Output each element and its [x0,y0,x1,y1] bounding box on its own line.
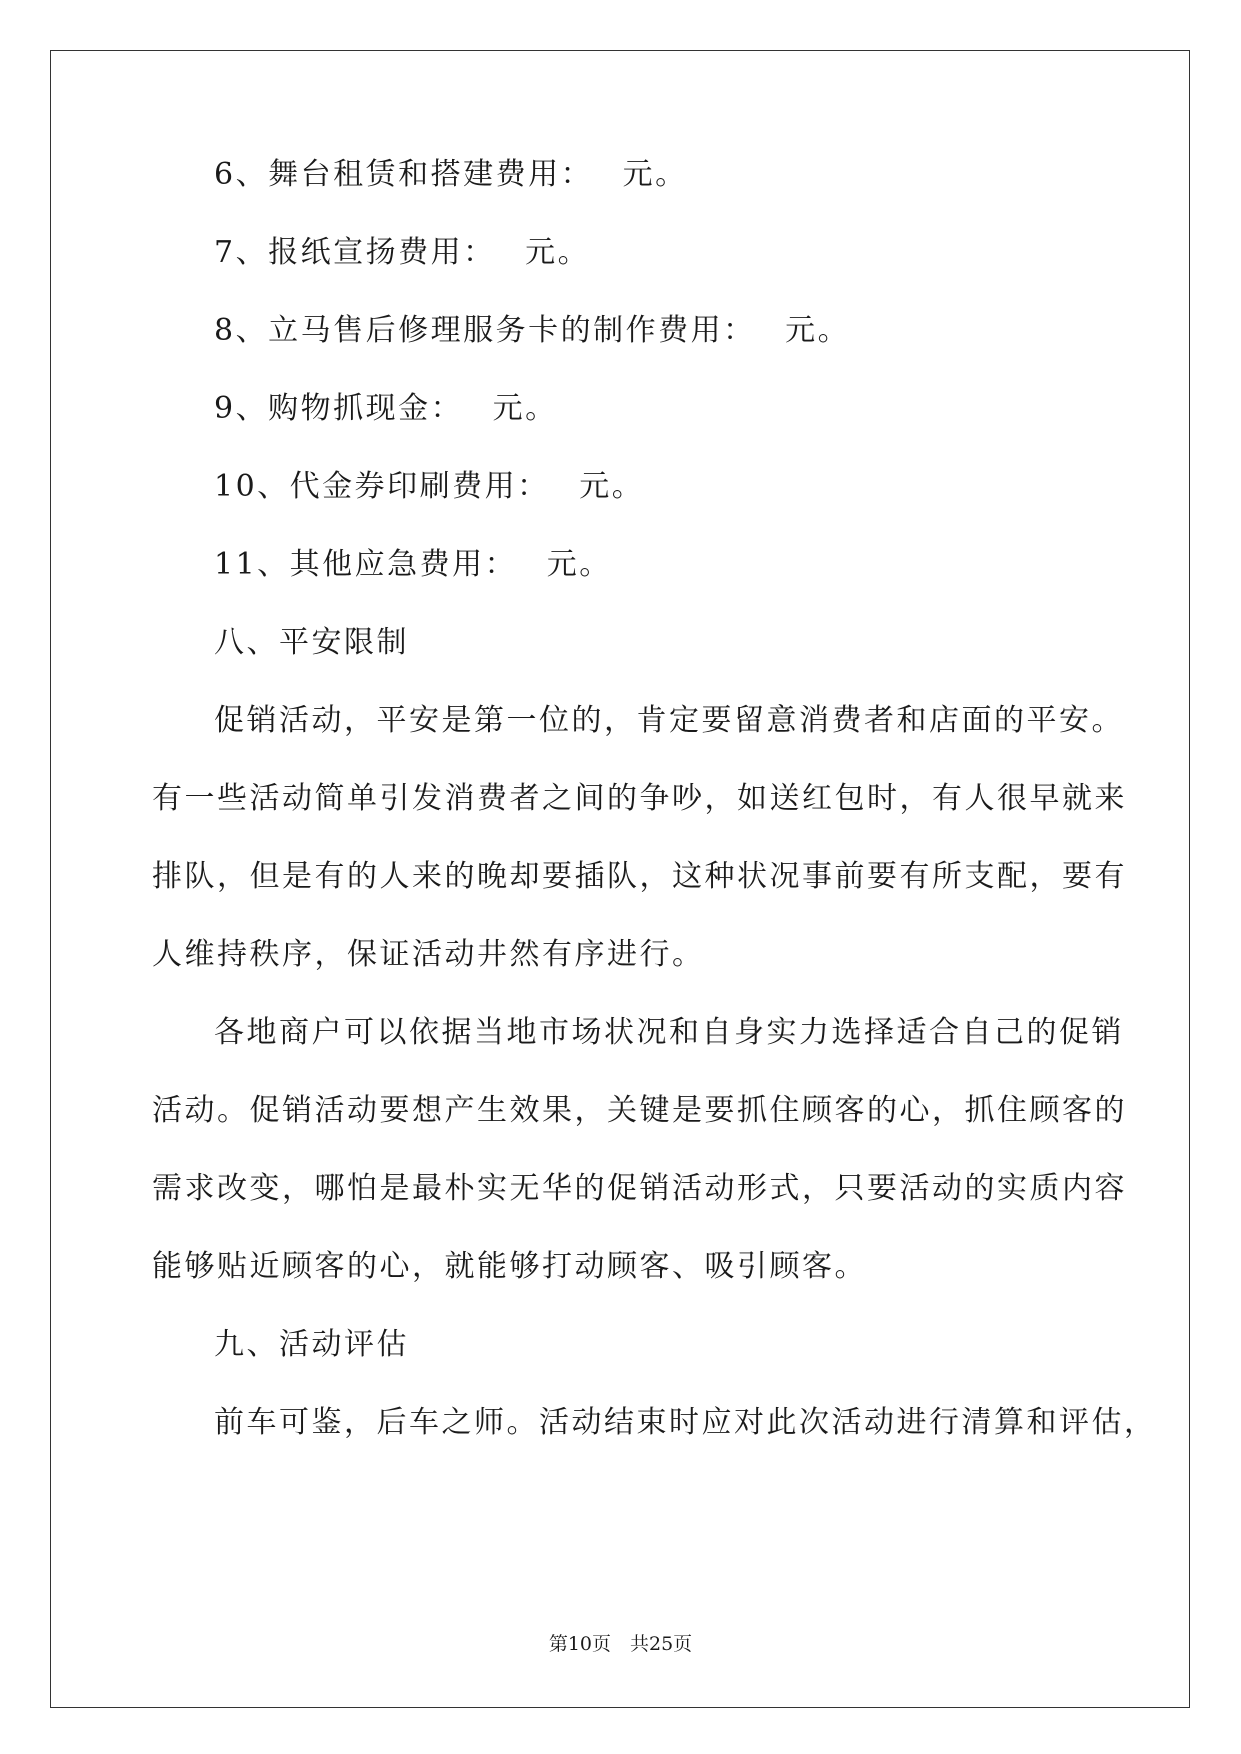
paragraph-line: 促销活动，平安是第一位的，肯定要留意消费者和店面的平安。 [214,703,1124,738]
budget-item-7: 7、报纸宣扬费用： 元。 [214,235,591,270]
paragraph-line: 排队，但是有的人来的晚却要插队，这种状况事前要有所支配，要有 [152,859,1127,894]
paragraph-line: 人维持秩序，保证活动井然有序进行。 [152,937,705,972]
page-number: 第10页 共25页 [548,1633,693,1655]
section-heading-safety: 八、平安限制 [214,625,409,660]
paragraph-line: 能够贴近顾客的心，就能够打动顾客、吸引顾客。 [152,1249,867,1284]
paragraph-line: 需求改变，哪怕是最朴实无华的促销活动形式，只要活动的实质内容 [152,1171,1127,1206]
paragraph-line: 各地商户可以依据当地市场状况和自身实力选择适合自己的促销 [214,1015,1124,1050]
budget-item-11: 11、其他应急费用： 元。 [214,547,612,582]
paragraph-line: 前车可鉴，后车之师。活动结束时应对此次活动进行清算和评估， [214,1405,1157,1440]
budget-item-10: 10、代金券印刷费用： 元。 [214,469,645,504]
paragraph-line: 有一些活动简单引发消费者之间的争吵，如送红包时，有人很早就来 [152,781,1127,816]
section-heading-evaluation: 九、活动评估 [214,1327,409,1362]
budget-item-9: 9、购物抓现金： 元。 [214,391,558,426]
paragraph-line: 活动。促销活动要想产生效果，关键是要抓住顾客的心，抓住顾客的 [152,1093,1127,1128]
budget-item-8: 8、立马售后修理服务卡的制作费用： 元。 [214,313,851,348]
budget-item-6: 6、舞台租赁和搭建费用： 元。 [214,157,688,192]
